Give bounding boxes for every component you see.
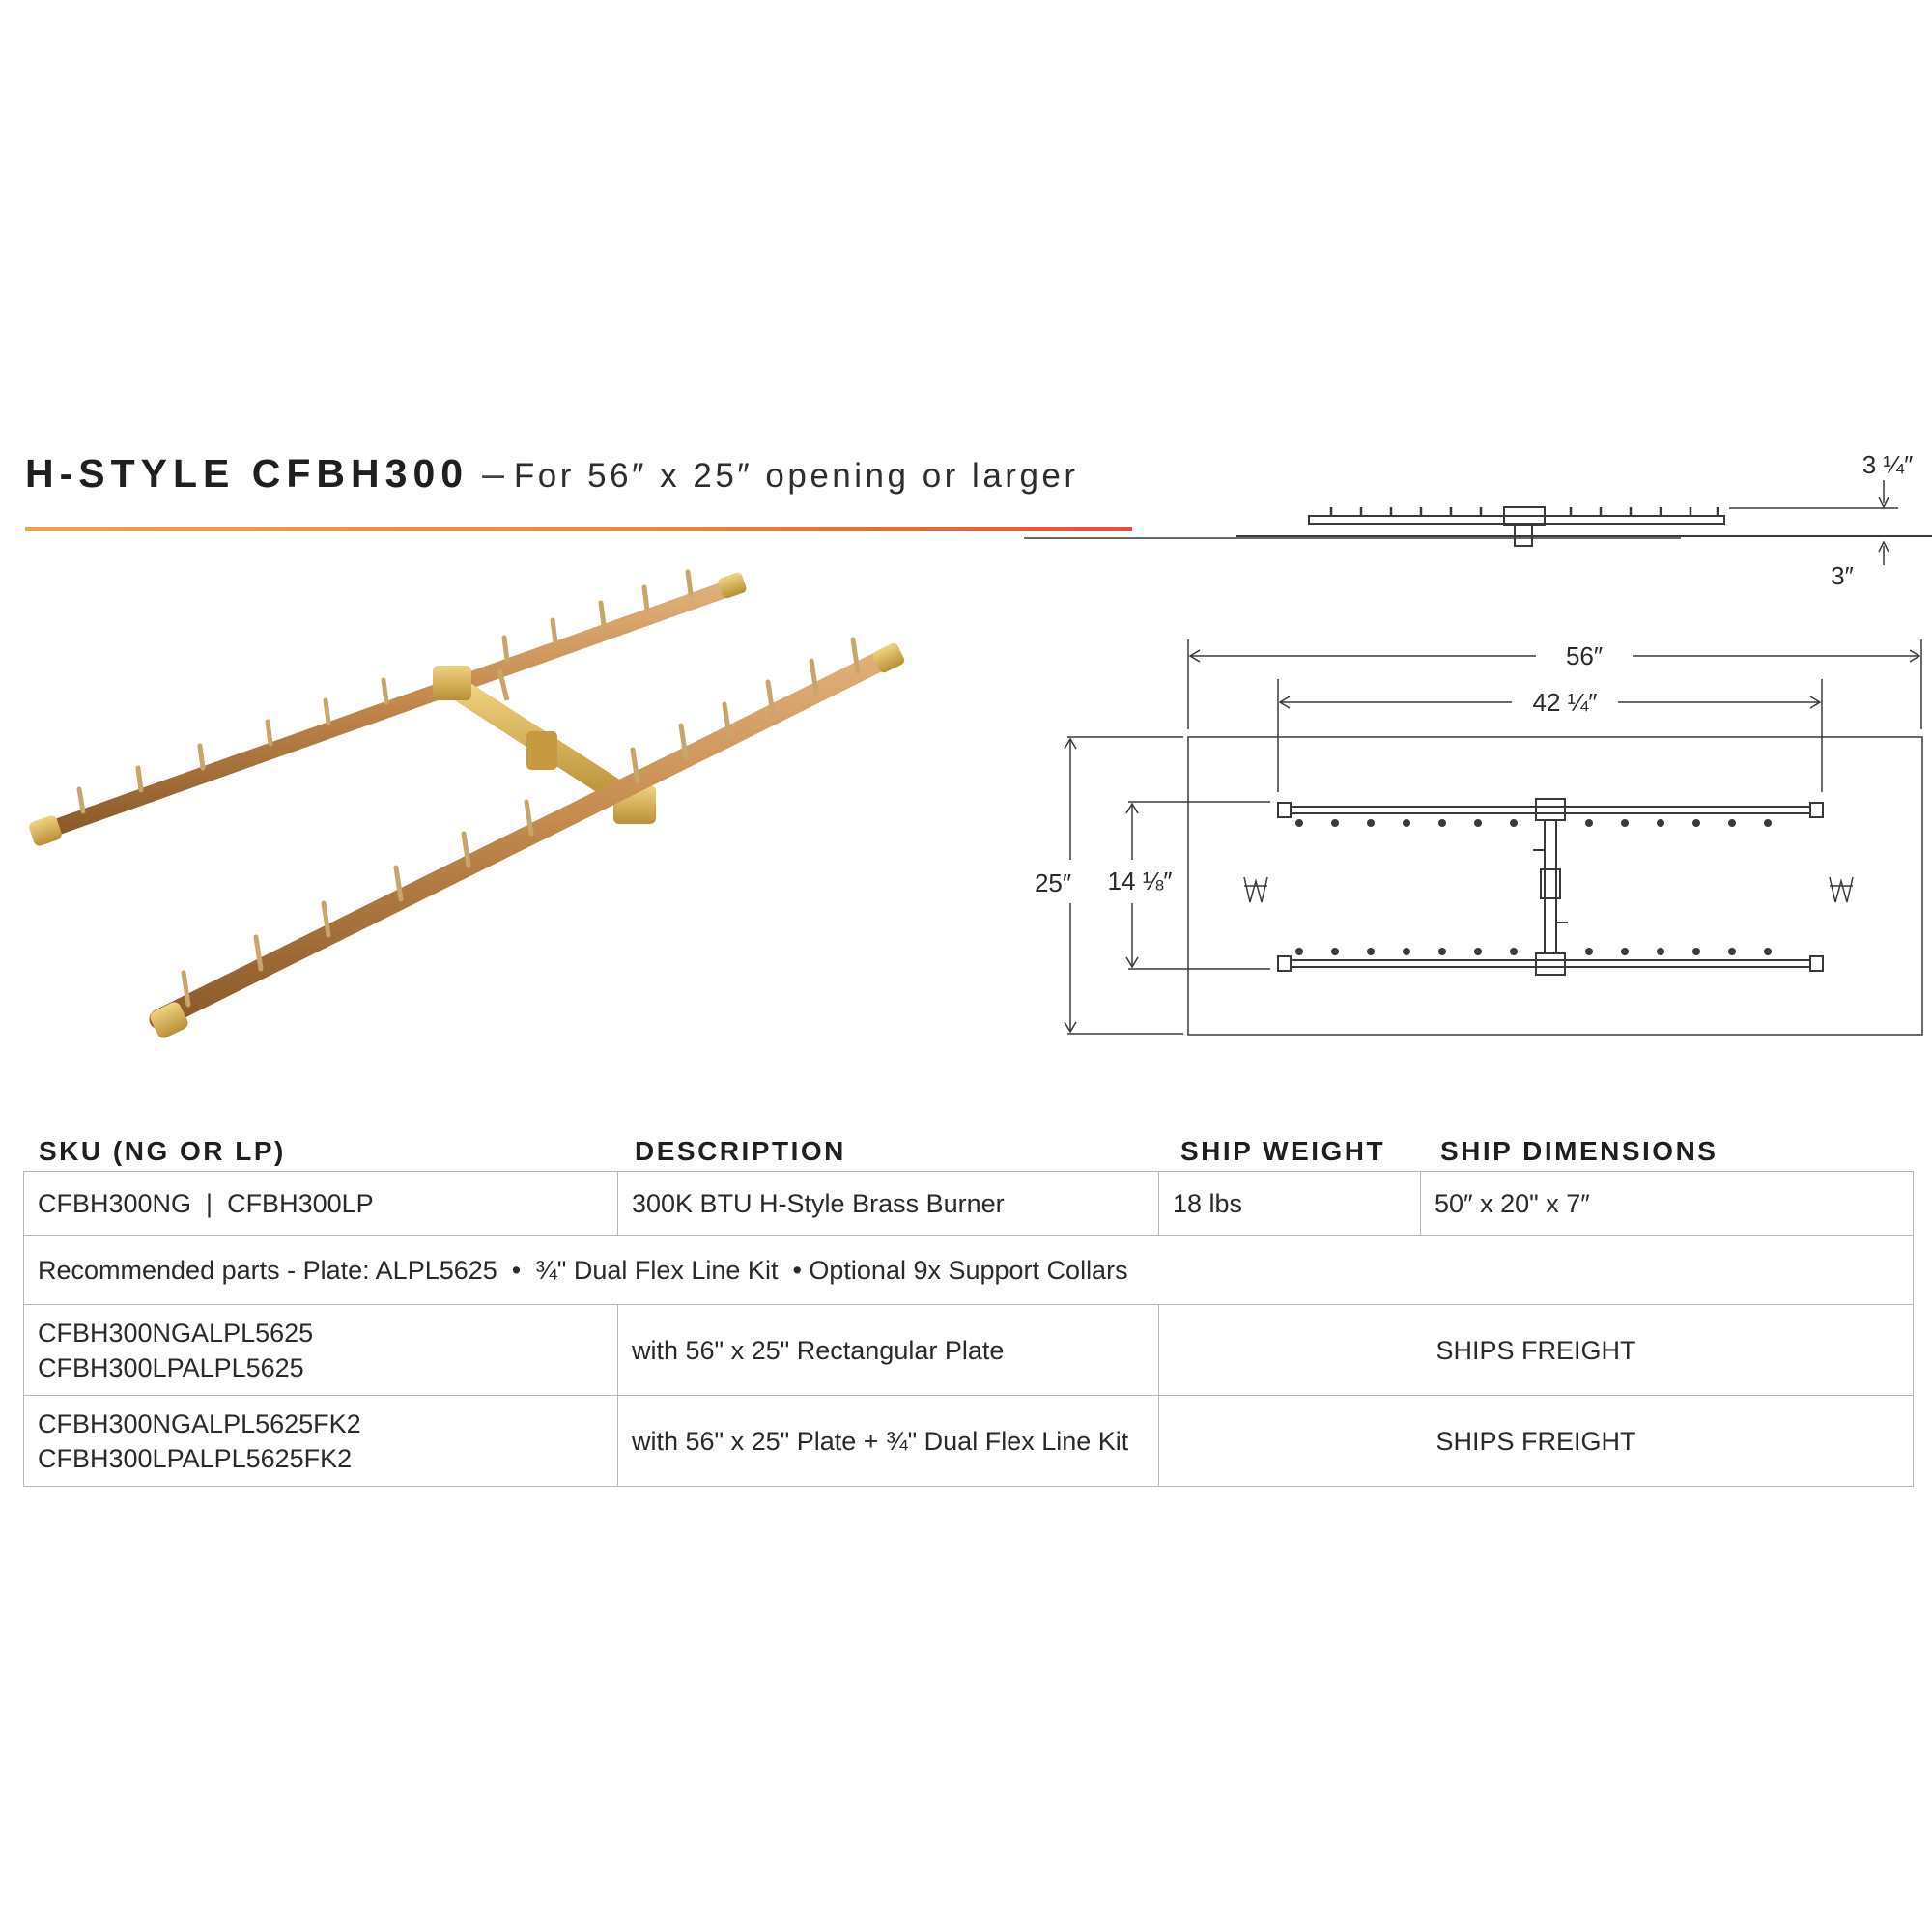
table-header-row [23,1130,1913,1171]
dim-burner-width: 42 ¼″ [1532,688,1598,717]
sku-ng: CFBH300NGALPL5625FK2 [38,1408,361,1438]
burner-product-illustration [19,565,937,1067]
spec-table-section [23,1130,1913,1487]
shipping-cell: SHIPS FREIGHT [1159,1305,1914,1396]
col-header-sku: SKU (NG OR LP) [39,1136,286,1166]
gradient-divider [25,527,1132,531]
recommended-parts-row [24,1236,1914,1305]
ship-dimensions-cell: 50″ x 20" x 7″ [1421,1172,1914,1236]
sku-lp: CFBH300LPALPL5625 [38,1352,304,1382]
sku-lp: CFBH300LPALPL5625FK2 [38,1443,353,1473]
recommended-parts-cell: Recommended parts - Plate: ALPL5625 • ¾" Dual Flex Line Kit • Optional 9x Support Collars [24,1236,1914,1305]
ship-weight-cell: 18 lbs [1159,1172,1421,1236]
dimension-diagram [1024,440,1932,1058]
col-header-ship-dimensions: SHIP DIMENSIONS [1440,1136,1719,1166]
sku-cell: CFBH300NG | CFBH300LP [24,1172,618,1236]
sku-cell [24,1396,618,1487]
description-cell: with 56" x 25" Plate + ¾" Dual Flex Line Kit [618,1396,1159,1487]
shipping-cell: SHIPS FREIGHT [1159,1396,1914,1487]
table-row [24,1172,1914,1236]
top-rail-ports [1295,819,1772,827]
model-title: H-STYLE CFBH300 [25,451,469,496]
dim-overall-width: 56″ [1565,641,1604,670]
col-header-description: DESCRIPTION [635,1136,846,1166]
dim-top-height: 3 ¼″ [1861,450,1914,479]
sku-ng: CFBH300NGALPL5625 [38,1318,314,1348]
bottom-rail-ports [1295,948,1772,955]
col-header-ship-weight: SHIP WEIGHT [1180,1136,1386,1166]
plan-view [1065,639,1922,1035]
opening-subtitle: For 56″ x 25″ opening or larger [513,457,1079,495]
page-title [25,446,1136,503]
dim-burner-depth: 14 ⅛″ [1107,867,1173,895]
dim-overall-depth: 25″ [1034,868,1072,897]
table-row [24,1305,1914,1396]
table-row [24,1396,1914,1487]
page-header [25,446,1136,503]
sku-cell [24,1305,618,1396]
spec-table [23,1171,1914,1487]
front-burner-pipe [148,639,906,1040]
side-elevation-view [1024,480,1932,565]
title-separator: – [482,451,504,496]
description-cell: with 56" x 25" Rectangular Plate [618,1305,1159,1396]
description-cell: 300K BTU H-Style Brass Burner [618,1172,1159,1236]
dim-bottom-height: 3″ [1831,561,1854,590]
